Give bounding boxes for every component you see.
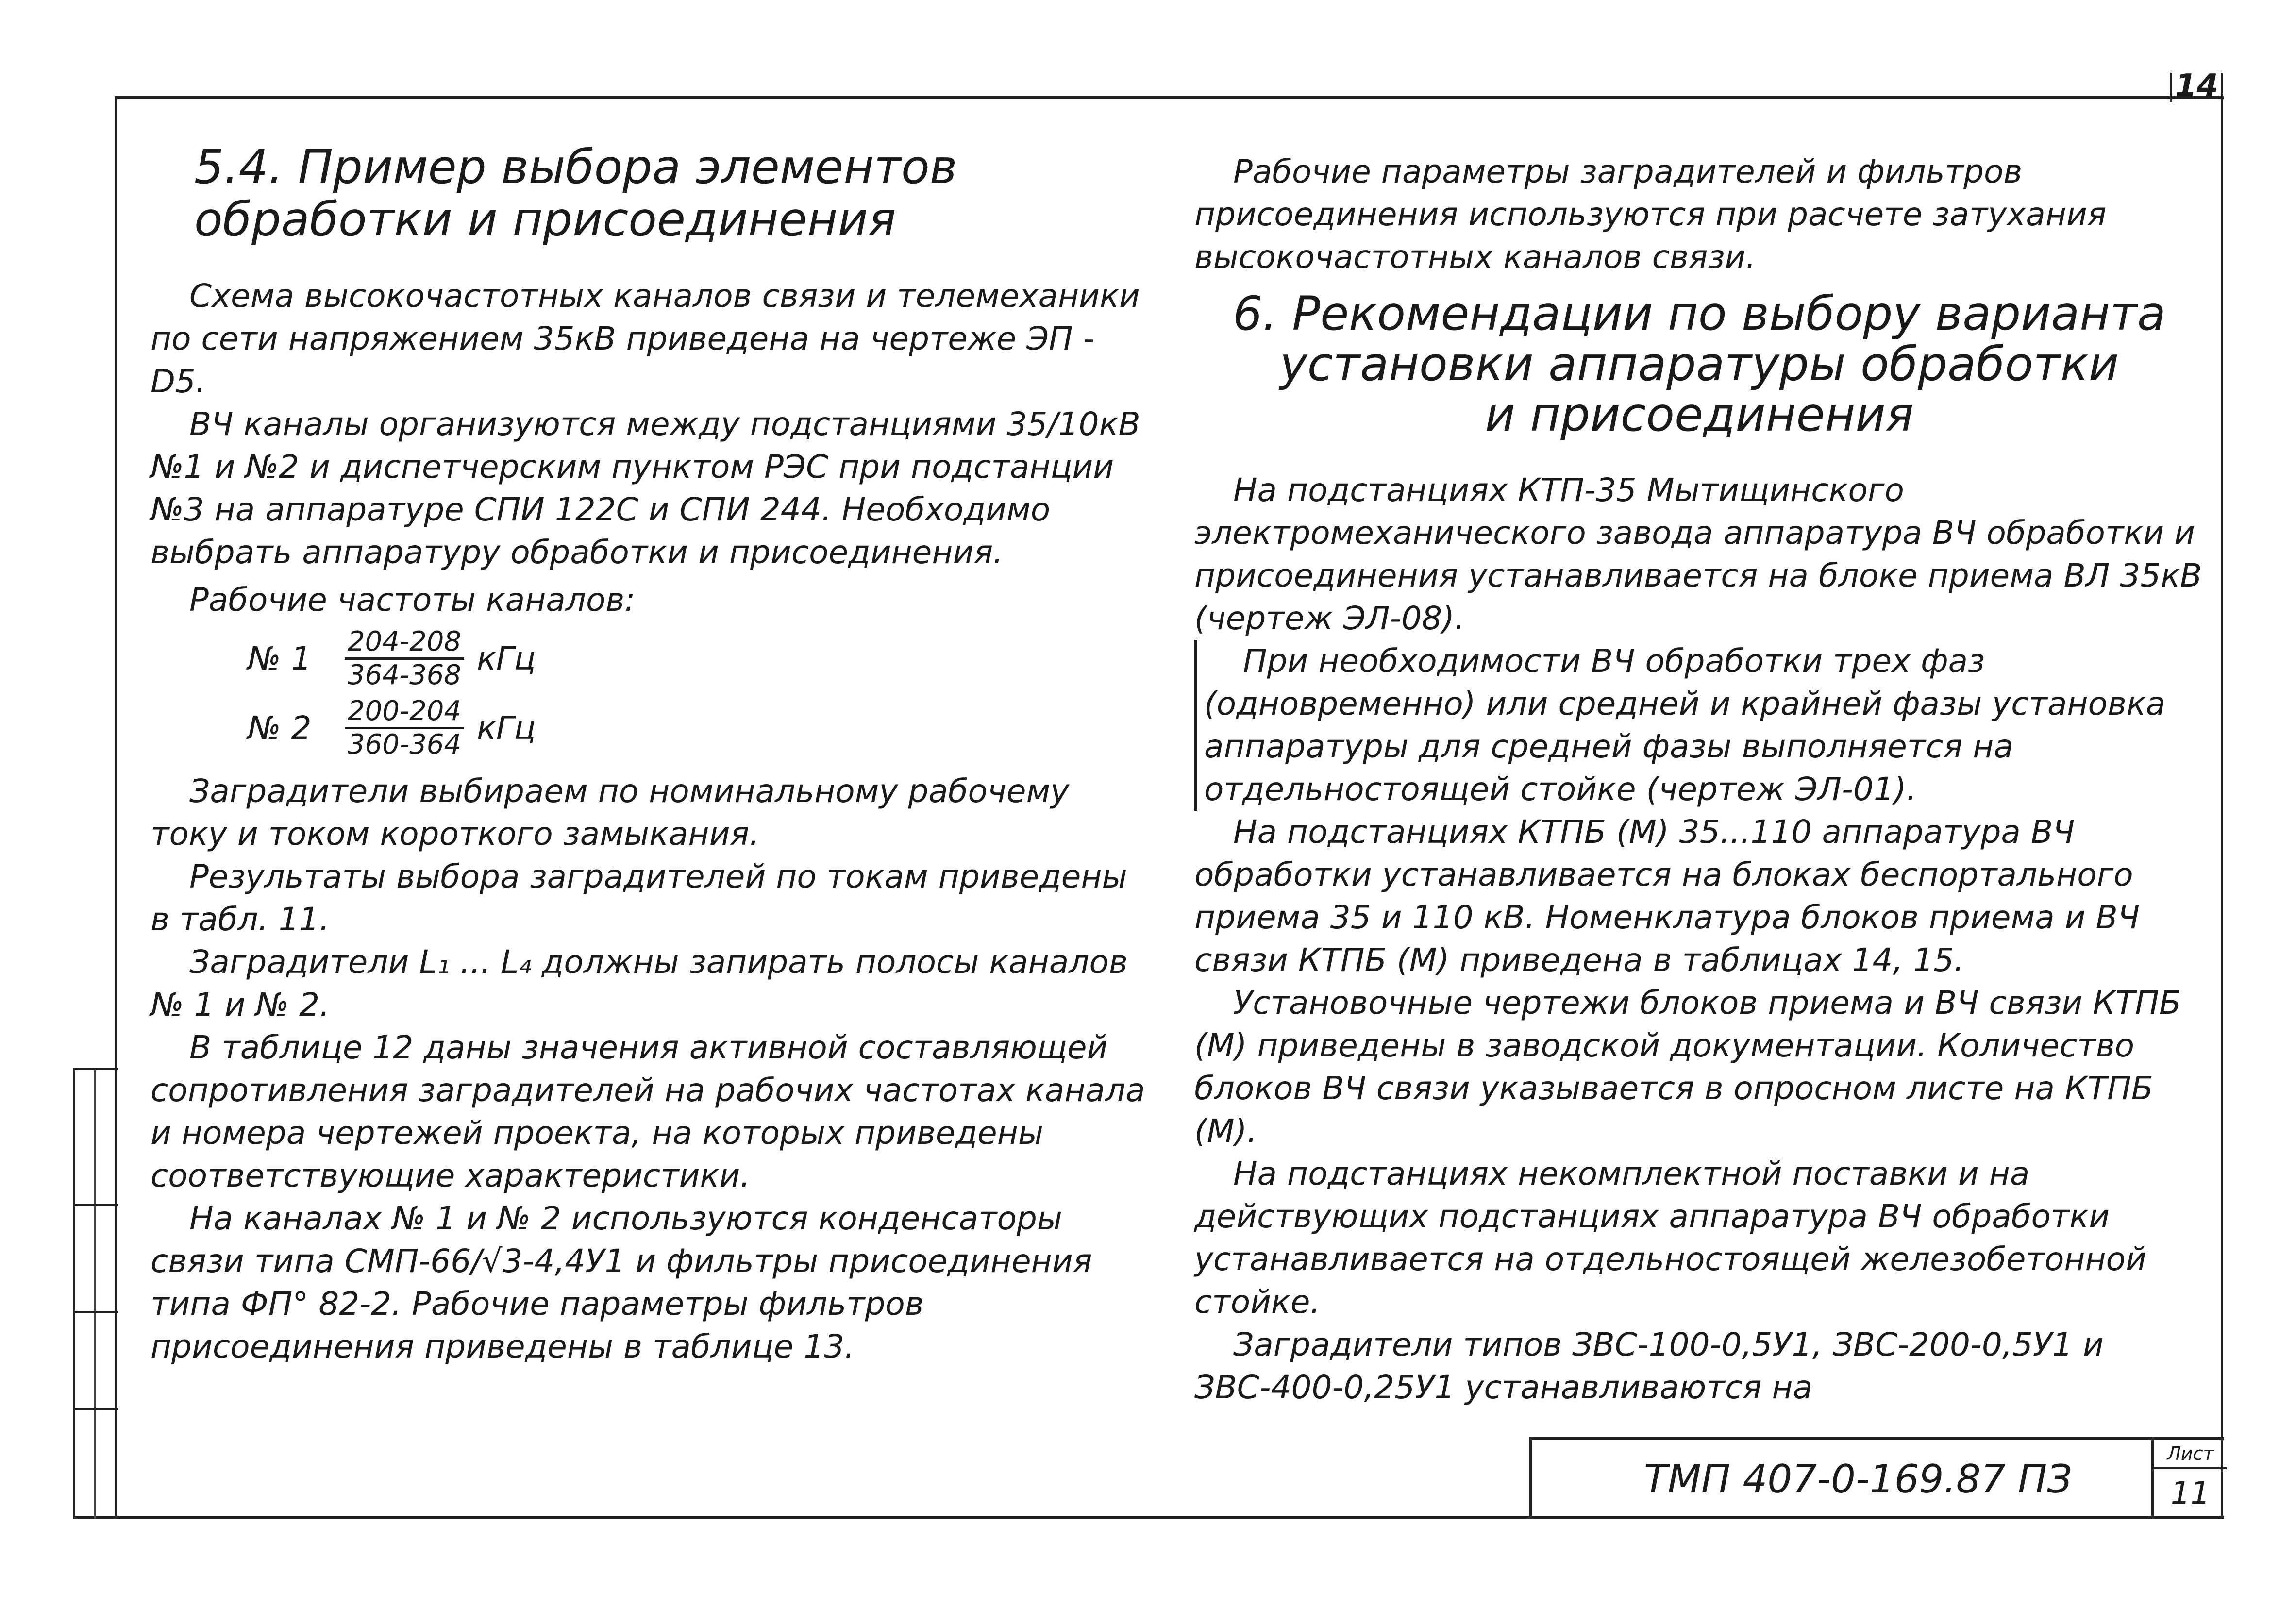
right-column (1194, 151, 2204, 1409)
paragraph: Установочные чертежи блоков приема и ВЧ связи КТПБ (М) приведены в заводской документации. Количество блоков ВЧ связи указывается в опросном листе на КТПБ (М). (1194, 984, 2181, 1150)
frequency-list (248, 626, 1151, 760)
frequency-unit: кГц (476, 639, 536, 677)
paragraph: ВЧ каналы организуются между подстанциями 35/10кВ №1 и №2 и диспетчерским пунктом РЭС при подстанции №3 на аппаратуре СПИ 122С и СПИ 244. Необходимо выбрать аппаратуру обработки и присоединения. (151, 405, 1140, 571)
fraction-numerator: 200-204 (345, 696, 464, 729)
section-heading-5-4: 5.4. Пример выбора элементов обработки и присоединения (194, 140, 957, 247)
binding-strip (73, 1068, 118, 1519)
binding-strip-line (75, 1311, 118, 1313)
paragraph-marked: При необходимости ВЧ обработки трех фаз (одновременно) или средней и крайней фазы установка аппаратуры для средней фазы выполняется на отдельностоящей стойке (чертеж ЭЛ-01). (1194, 640, 2204, 811)
page-number: 14 (2175, 68, 2219, 104)
title-block (1529, 1437, 2224, 1519)
paragraph: В таблице 12 даны значения активной составляющей сопротивления заградителей на рабочих частотах канала и номера чертежей проекта, на которых приведены соответствующие характеристики. (151, 1029, 1145, 1194)
frequency-fraction (345, 626, 464, 691)
paragraph: Рабочие параметры заградителей и фильтров присоединения используются при расчете затухания высокочастотных каналов связи. (1194, 153, 2107, 276)
paragraph: Заградители L₁ ... L₄ должны запирать полосы каналов № 1 и № 2. (151, 943, 1128, 1023)
frequency-fraction (345, 696, 464, 760)
paragraph: На каналах № 1 и № 2 используются конденсаторы связи типа СМП-66/√3-4,4У1 и фильтры присоединения типа ФП° 82-2. Рабочие параметры фильтров присоединения приведены в таблице 13. (151, 1200, 1092, 1365)
frequency-label: № 1 (248, 639, 312, 677)
paragraph: На подстанциях КТП-35 Мытищинского электромеханического завода аппаратура ВЧ обработки и присоединения устанавливается на блоке приема ВЛ 35кВ (чертеж ЭЛ-08). (1194, 471, 2202, 637)
paragraph: Заградители выбираем по номинальному рабочему току и током короткого замыкания. (151, 772, 1070, 853)
paragraph: На подстанциях КТПБ (М) 35...110 аппаратура ВЧ обработки устанавливается на блоках беспортального приема 35 и 110 кВ. Номенклатура блоков приема и ВЧ связи КТПБ (М) приведена в таблицах 14, 15. (1194, 813, 2140, 979)
frequency-item (248, 696, 1151, 760)
left-column (151, 141, 1151, 1368)
sheet-box (2151, 1440, 2227, 1519)
page-number-divider (2170, 73, 2172, 102)
sheet-label: Лист (2154, 1440, 2227, 1469)
paragraph: Результаты выбора заградителей по токам приведены в табл. 11. (151, 858, 1127, 938)
document-code: ТМП 407-0-169.87 ПЗ (1644, 1457, 2072, 1502)
paragraph: Заградители типов ЗВС-100-0,5У1, ЗВС-200-0,5У1 и ЗВС-400-0,25У1 устанавливаются на (1194, 1326, 2104, 1406)
frequency-item (248, 626, 1151, 691)
binding-strip-line (75, 1408, 118, 1410)
section-heading-6: 6. Рекомендации по выбору варианта установки аппаратуры обработки и присоединения (1233, 286, 2166, 442)
frame-right-line (2221, 73, 2223, 1519)
paragraph: Рабочие частоты каналов: (189, 581, 636, 619)
frequency-unit: кГц (476, 709, 536, 747)
frequency-label: № 2 (248, 709, 312, 747)
binding-strip-line (75, 1068, 118, 1070)
fraction-denominator: 360-364 (348, 729, 461, 760)
fraction-numerator: 204-208 (345, 626, 464, 660)
binding-strip-divider (94, 1068, 96, 1519)
frame-top-line (117, 96, 2224, 99)
fraction-denominator: 364-368 (348, 659, 461, 691)
paragraph: На подстанциях некомплектной поставки и на действующих подстанциях аппаратура ВЧ обработки устанавливается на отдельностоящей железобетонной стойке. (1194, 1155, 2146, 1321)
binding-strip-line (75, 1204, 118, 1206)
sheet-number: 11 (2170, 1475, 2211, 1511)
paragraph: Схема высокочастотных каналов связи и телемеханики по сети напряжением 35кВ приведена на чертеже ЭП - D5. (151, 277, 1140, 400)
